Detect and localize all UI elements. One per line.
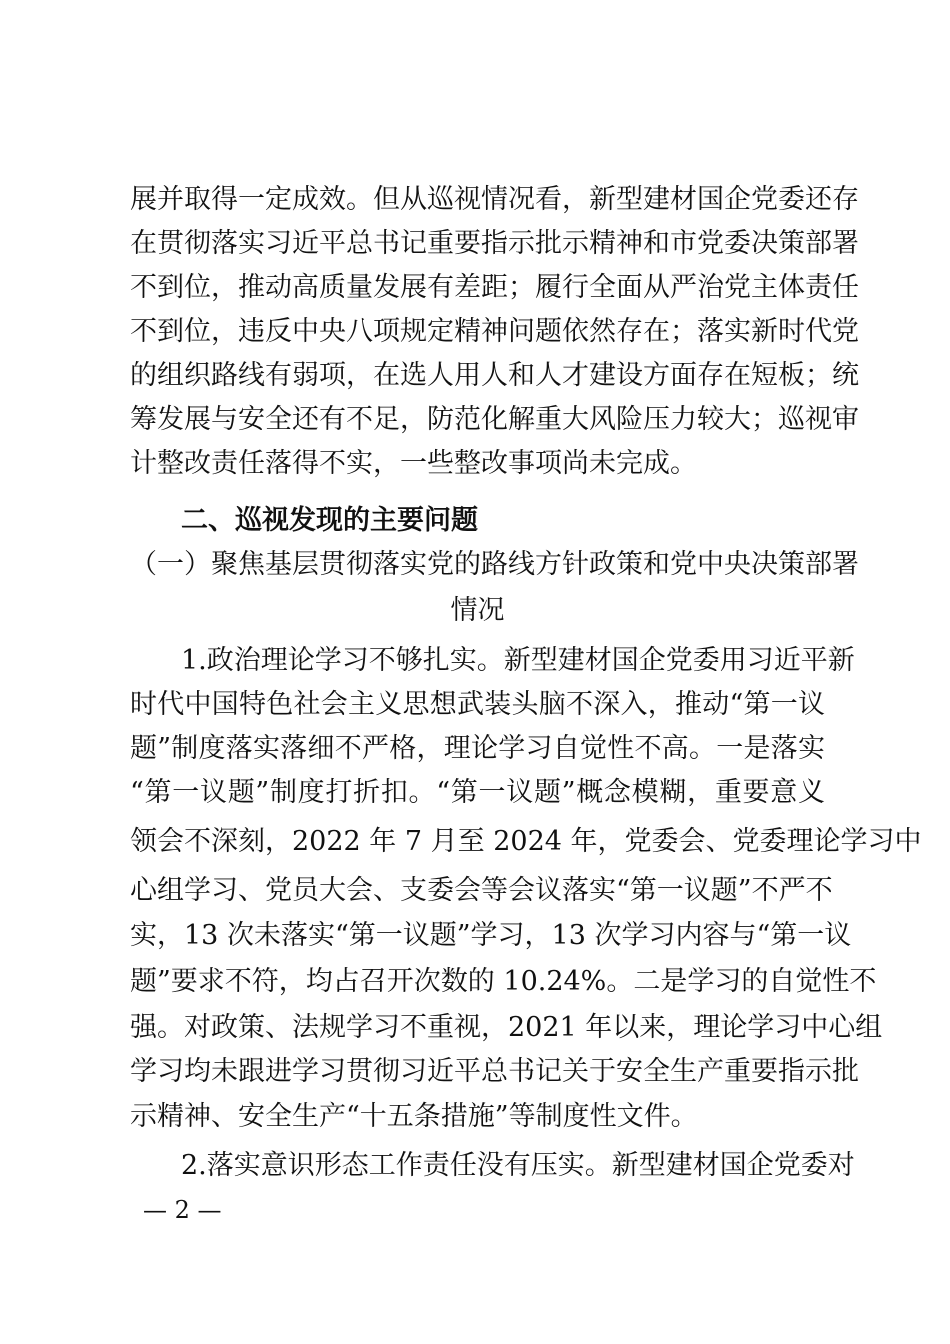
item1-line-9: 强。对政策、法规学习不重视，2021 年以来，理论学习中心组	[130, 1012, 883, 1043]
item1-line-10: 学习均未跟进学习贯彻习近平总书记关于安全生产重要指示批	[130, 1056, 859, 1087]
item2-line-1: 2.落实意识形态工作责任没有压实。新型建材国企党委对	[181, 1150, 855, 1181]
subsection-heading-cont: 情况	[450, 595, 505, 626]
section-heading: 二、巡视发现的主要问题	[181, 505, 478, 536]
subsection-heading: （一）聚焦基层贯彻落实党的路线方针政策和党中央决策部署	[130, 549, 859, 580]
item1-line-8: 题”要求不符，均占召开次数的 10.24%。二是学习的自觉性不	[130, 966, 877, 997]
intro-line-1: 展并取得一定成效。但从巡视情况看，新型建材国企党委还存	[130, 184, 859, 215]
intro-line-7: 计整改责任落得不实，一些整改事项尚未完成。	[130, 448, 697, 479]
item1-line-5: 领会不深刻，2022 年 7 月至 2024 年，党委会、党委理论学习中	[130, 826, 922, 857]
page-number: — 2 —	[143, 1196, 222, 1224]
item1-line-1: 1.政治理论学习不够扎实。新型建材国企党委用习近平新	[181, 645, 855, 676]
intro-line-3: 不到位，推动高质量发展有差距；履行全面从严治党主体责任	[130, 272, 859, 303]
item1-line-7: 实，13 次未落实“第一议题”学习，13 次学习内容与“第一议	[130, 920, 852, 951]
item1-line-3: 题”制度落实落细不严格，理论学习自觉性不高。一是落实	[130, 733, 825, 764]
item1-line-4: “第一议题”制度打折扣。“第一议题”概念模糊，重要意义	[130, 777, 825, 808]
intro-line-4: 不到位，违反中央八项规定精神问题依然存在；落实新时代党	[130, 316, 859, 347]
intro-line-6: 筹发展与安全还有不足，防范化解重大风险压力较大；巡视审	[130, 404, 859, 435]
item1-line-2: 时代中国特色社会主义思想武装头脑不深入，推动“第一议	[130, 689, 825, 720]
intro-line-5: 的组织路线有弱项，在选人用人和人才建设方面存在短板；统	[130, 360, 859, 391]
intro-line-2: 在贯彻落实习近平总书记重要指示批示精神和市党委决策部署	[130, 228, 859, 259]
item1-line-11: 示精神、安全生产“十五条措施”等制度性文件。	[130, 1101, 698, 1132]
item1-line-6: 心组学习、党员大会、支委会等会议落实“第一议题”不严不	[130, 875, 833, 906]
